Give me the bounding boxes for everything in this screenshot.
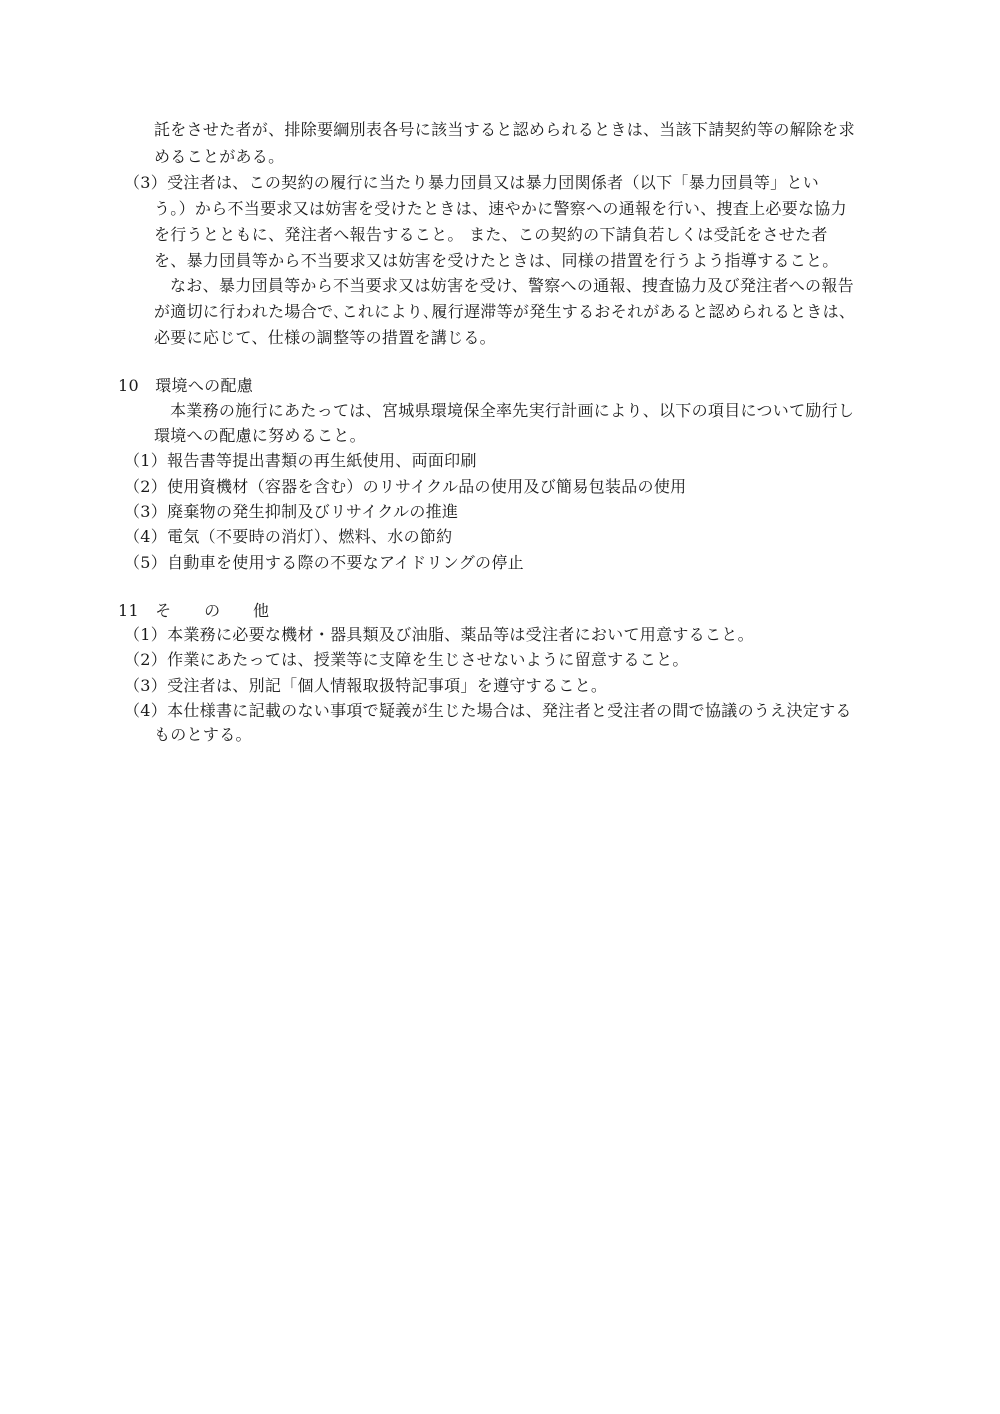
section10-heading: 10 環境への配慮	[118, 376, 254, 395]
section11-item-3: （3）受注者は、別記「個人情報取扱特記事項」を遵守すること。	[124, 676, 608, 695]
section11-item-4-continuation: ものとする。	[154, 725, 252, 744]
item3-line-7: 必要に応じて、仕様の調整等の措置を講じる。	[154, 328, 496, 347]
item3-line-1: （3）受注者は、この契約の履行に当たり暴力団員又は暴力団関係者（以下「暴力団員等」とい	[124, 173, 820, 192]
item3-line-2: う。）から不当要求又は妨害を受けたときは、速やかに警察への通報を行い、捜査上必要な協力	[154, 199, 847, 218]
section10-intro-line-1: 本業務の施行にあたっては、宮城県環境保全率先実行計画により、以下の項目について励行し	[170, 401, 855, 420]
top-continuation-line-1: 託をさせた者が、排除要綱別表各号に該当すると認められるときは、当該下請契約等の解除を求	[154, 120, 855, 139]
section11-item-2: （2）作業にあたっては、授業等に支障を生じさせないように留意すること。	[124, 650, 689, 669]
item3-line-4: を、暴力団員等から不当要求又は妨害を受けたときは、同様の措置を行うよう指導すること。	[154, 251, 839, 270]
item3-line-6: が適切に行われた場合で､これにより､履行遅滞等が発生するおそれがあると認められるときは、	[154, 302, 856, 321]
section11-item-4: （4）本仕様書に記載のない事項で疑義が生じた場合は、発注者と受注者の間で協議のうえ決定する	[124, 701, 852, 720]
section10-item-4: （4）電気（不要時の消灯）、燃料、水の節約	[124, 527, 453, 546]
item3-line-5: なお、暴力団員等から不当要求又は妨害を受け、警察への通報、捜査協力及び発注者への報告	[170, 276, 854, 295]
item3-line-3: を行うとともに、発注者へ報告すること。 また、この契約の下請負若しくは受託をさせた者	[154, 225, 828, 244]
section10-intro-line-2: 環境への配慮に努めること。	[154, 426, 366, 445]
section10-item-3: （3）廃棄物の発生抑制及びリサイクルの推進	[124, 502, 459, 521]
section10-item-1: （1）報告書等提出書類の再生紙使用、両面印刷	[124, 451, 477, 470]
section11-item-1: （1）本業務に必要な機材・器具類及び油脂、薬品等は受注者において用意すること。	[124, 625, 754, 644]
section10-item-2: （2）使用資機材（容器を含む）のリサイクル品の使用及び簡易包装品の使用	[124, 477, 687, 496]
section11-heading: 11 そ の 他	[118, 601, 270, 620]
section10-item-5: （5）自動車を使用する際の不要なアイドリングの停止	[124, 553, 524, 572]
top-continuation-line-2: めることがある。	[154, 147, 285, 166]
